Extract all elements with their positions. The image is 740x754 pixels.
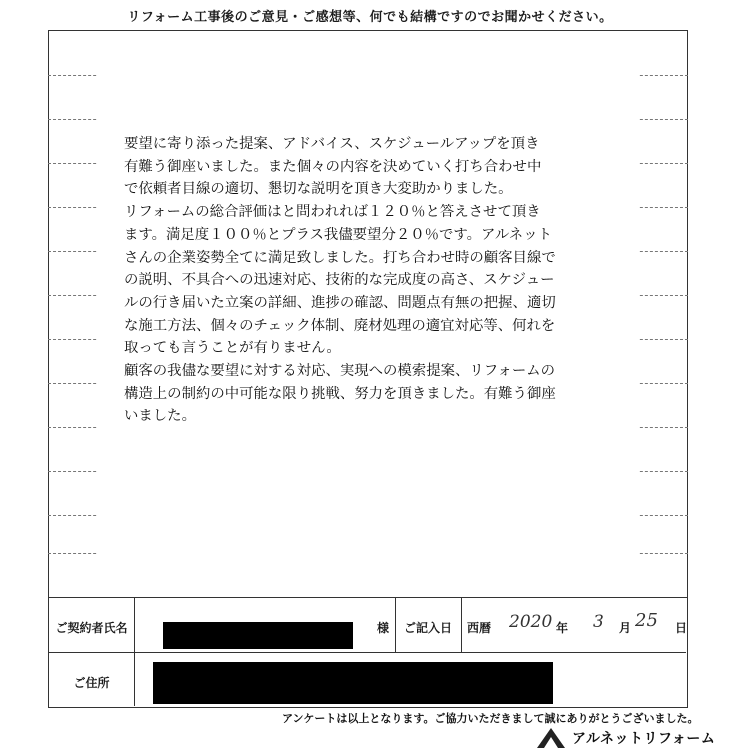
column-divider bbox=[134, 598, 135, 706]
comment-line: で依頼者目線の適切、懇切な説明を頂き大変助かりました。 bbox=[124, 181, 513, 198]
comment-line: の説明、不具合への迅速対応、技術的な完成度の高さ、スケジュー bbox=[124, 272, 555, 289]
comment-line: ます。満足度１００％とプラス我儘要望分２０％です。アルネット bbox=[124, 226, 552, 243]
comment-line: な施工方法、個々のチェック体制、廃材処理の適宜対応等、何れを bbox=[124, 317, 556, 334]
entry-date-label: ご記入日 bbox=[403, 621, 452, 635]
closing-note: アンケートは以上となります。ご協力いただきまして誠にありがとうございました。 bbox=[282, 712, 699, 725]
comment-line: さんの企業姿勢全てに満足致しました。打ち合わせ時の顧客目線で bbox=[124, 249, 556, 266]
arnet-logo-icon bbox=[536, 727, 566, 749]
month-unit: 月 bbox=[619, 621, 632, 635]
day-unit: 日 bbox=[675, 621, 688, 635]
comment-line: 構造上の制約の中可能な限り挑戦、努力を頂きました。有難う御座 bbox=[124, 385, 556, 402]
comment-line: ルの行き届いた立案の詳細、進捗の確認、問題点有無の把握、適切 bbox=[124, 294, 556, 311]
comment-line: いました。 bbox=[124, 408, 196, 425]
customer-info-table bbox=[48, 598, 688, 708]
year-unit: 年 bbox=[556, 621, 569, 635]
company-logo bbox=[536, 727, 715, 749]
era-label: 西暦 bbox=[467, 621, 492, 635]
row-divider bbox=[49, 652, 686, 653]
address-label: ご住所 bbox=[73, 676, 110, 690]
survey-heading: リフォーム工事後のご意見・ご感想等、何でも結構ですのでお聞かせください。 bbox=[127, 10, 613, 25]
redacted-address bbox=[153, 662, 553, 704]
comment-line: 有難う御座いました。また個々の内容を決めていく打ち合わせ中 bbox=[124, 158, 542, 175]
comment-line: 要望に寄り添った提案、アドバイス、スケジュールアップを頂き bbox=[124, 136, 540, 152]
brand-name: アルネットリフォーム bbox=[572, 731, 716, 747]
name-suffix: 様 bbox=[377, 621, 390, 635]
redacted-name bbox=[163, 622, 353, 649]
comment-line: リフォームの総合評価はと問われれば１２０％と答えさせて頂き bbox=[124, 204, 541, 221]
comment-line: 顧客の我儘な要望に対する対応、実現への模索提案、リフォームの bbox=[124, 363, 556, 380]
comment-line: 取っても言うことが有りません。 bbox=[124, 340, 341, 357]
column-divider bbox=[461, 598, 462, 652]
contractor-name-label: ご契約者氏名 bbox=[55, 621, 128, 635]
customer-comment bbox=[124, 133, 630, 428]
day-value: 25 bbox=[635, 610, 658, 631]
year-value: 2020 bbox=[509, 612, 553, 632]
month-value: 3 bbox=[593, 612, 604, 632]
